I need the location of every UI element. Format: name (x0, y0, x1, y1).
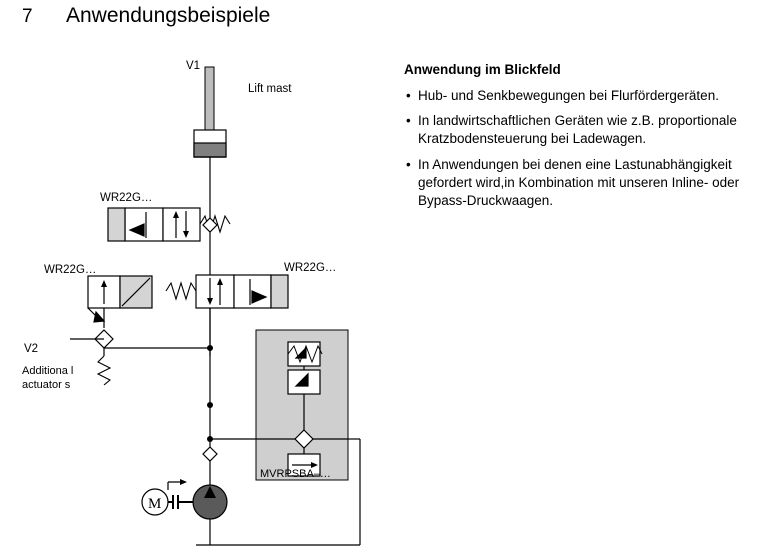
list-item-text: Hub- und Senkbewegungen bei Flurfördergeräten. (418, 88, 719, 103)
bullet-icon: • (406, 88, 411, 103)
list-item (404, 156, 754, 211)
motor-label: M (148, 496, 162, 512)
label-v1: V1 (186, 60, 201, 72)
list-item (404, 87, 754, 105)
label-additional-actuators-1: Additiona l (22, 365, 74, 377)
application-panel (404, 62, 754, 217)
page-title: Anwendungsbeispiele (66, 4, 271, 27)
application-panel-title: Anwendung im Blickfeld (404, 62, 561, 77)
list-item (404, 112, 754, 148)
label-valve-top: WR22G… (100, 192, 153, 204)
label-lift-mast: Lift mast (248, 83, 292, 95)
list-item-text: In Anwendungen bei denen eine Lastunabhängigkeit gefordert wird,in Kombination mit unseren Inline- oder Bypass-Druckwaagen. (418, 156, 740, 209)
label-block: MVRPSBA–… (260, 468, 331, 480)
label-valve-left: WR22G… (44, 264, 97, 276)
label-v2: V2 (24, 343, 39, 355)
schematic-svg (0, 40, 400, 557)
hydraulic-schematic (0, 40, 400, 557)
label-valve-right: WR22G… (284, 262, 337, 274)
list-item-text: In landwirtschaftlichen Geräten wie z.B. proportionale Kratzbodensteuerung bei Ladewagen. (418, 113, 737, 147)
bullet-icon: • (406, 113, 411, 129)
label-additional-actuators-2: actuator s (22, 379, 71, 391)
bullet-icon: • (406, 156, 411, 172)
chapter-number: 7 (22, 6, 33, 27)
